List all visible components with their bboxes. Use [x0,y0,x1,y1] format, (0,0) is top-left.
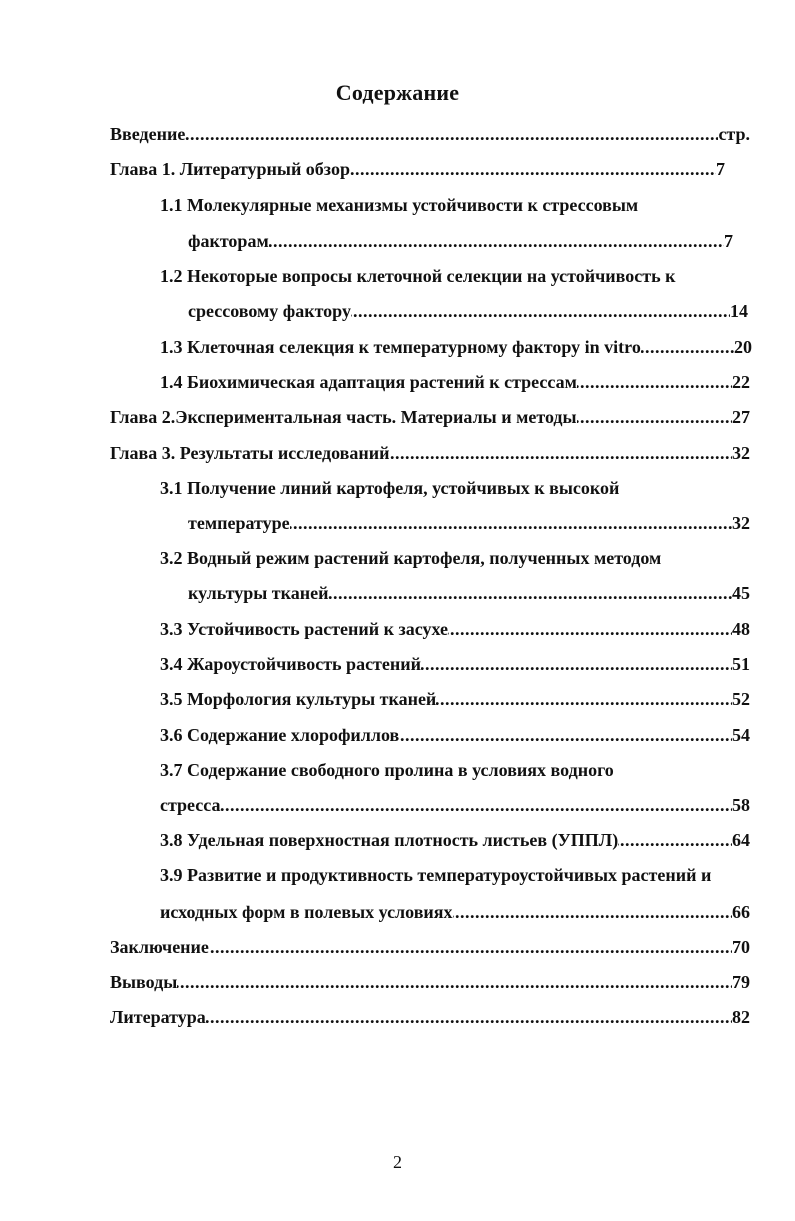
toc-entry-3-7[interactable] [160,792,750,818]
toc-leader [188,228,733,254]
toc-page: 66 [732,899,750,925]
toc-entry-intro[interactable] [110,121,750,147]
toc-entry-1-2[interactable] [188,298,748,324]
toc-entry-chapter-1[interactable] [110,156,725,182]
toc-entry-findings[interactable] [110,969,750,995]
page-number: 2 [393,1152,402,1172]
toc-label: 1.3 Клеточная селекция к температурному фактору in vitro [160,334,641,360]
toc-label: факторам [188,228,269,254]
toc-page: 58 [732,792,750,818]
toc-entry-3-1-line1: 3.1 Получение линий картофеля, устойчивых к высокой [160,478,620,498]
toc-page: 51 [732,651,750,677]
toc-label: Введение [110,121,185,147]
toc-entry-chapter-3[interactable] [110,440,750,466]
toc-page: 22 [732,369,750,395]
toc-page: 64 [732,827,750,853]
toc-page: 32 [732,440,750,466]
toc-page: стр. [718,121,750,147]
toc-entry-chapter-2[interactable] [110,404,750,430]
toc-label: 1.4 Биохимическая адаптация растений к стрессам [160,369,577,395]
toc-page: 70 [732,934,750,960]
toc-label: исходных форм в полевых условиях [160,899,453,925]
toc-entry-3-8[interactable] [160,827,750,853]
toc-label: Литература [110,1004,206,1030]
toc-entry-3-9[interactable] [160,899,750,925]
toc-label: 3.4 Жароустойчивость растений [160,651,421,677]
toc-entry-3-7-line1: 3.7 Содержание свободного пролина в условиях водного [160,760,614,780]
toc-leader [110,1004,750,1030]
toc-page: 82 [732,1004,750,1030]
toc-entry-3-6[interactable] [160,722,750,748]
toc-page: 7 [716,156,725,182]
toc-page: 27 [732,404,750,430]
toc-entry-1-4[interactable] [160,369,750,395]
toc-page: 54 [732,722,750,748]
toc-label: Глава 1. Литературный обзор [110,156,350,182]
toc-entry-3-9-line1: 3.9 Развитие и продуктивность температуроустойчивых растений и [160,865,712,885]
toc-page: 14 [730,298,748,324]
toc-page: 79 [732,969,750,995]
toc-page: 48 [732,616,750,642]
toc-entry-3-3[interactable] [160,616,750,642]
page-title: Содержание [335,80,460,105]
toc-entry-3-4[interactable] [160,651,750,677]
toc-entry-1-3[interactable] [160,334,752,360]
toc-entry-1-2-line1: 1.2 Некоторые вопросы клеточной селекции на устойчивость к [160,266,676,286]
toc-page: 45 [732,580,750,606]
toc-label: Выводы [110,969,177,995]
toc-label: стресса [160,792,220,818]
toc-label: 3.6 Содержание хлорофиллов [160,722,399,748]
toc-entry-1-1-line1: 1.1 Молекулярные механизмы устойчивости к стрессовым [160,195,639,215]
toc-entry-3-2-line1: 3.2 Водный режим растений картофеля, полученных методом [160,548,662,568]
toc-label: культуры тканей [188,580,328,606]
toc-page: 20 [734,334,752,360]
toc-page: 7 [724,228,733,254]
toc-label: срессовому фактору [188,298,351,324]
toc-entry-3-1[interactable] [188,510,750,536]
toc-label: 3.8 Удельная поверхностная плотность листьев (УППЛ) [160,827,618,853]
toc-label: Глава 2.Экспериментальная часть. Материалы и методы [110,404,577,430]
toc-entry-1-1[interactable] [188,228,733,254]
toc-label: температуре [188,510,290,536]
toc-entry-literature[interactable] [110,1004,750,1030]
toc-entry-3-2[interactable] [188,580,750,606]
toc-entry-conclusion[interactable] [110,934,750,960]
toc-page: 52 [732,686,750,712]
toc-entry-3-5[interactable] [160,686,750,712]
toc-label: Глава 3. Результаты исследований [110,440,390,466]
toc-leader [110,969,750,995]
toc-label: 3.3 Устойчивость растений к засухе [160,616,448,642]
toc-page: 32 [732,510,750,536]
toc-leader [110,121,750,147]
toc-label: Заключение [110,934,209,960]
toc-leader [160,792,750,818]
toc-label: 3.5 Морфология культуры тканей [160,686,436,712]
